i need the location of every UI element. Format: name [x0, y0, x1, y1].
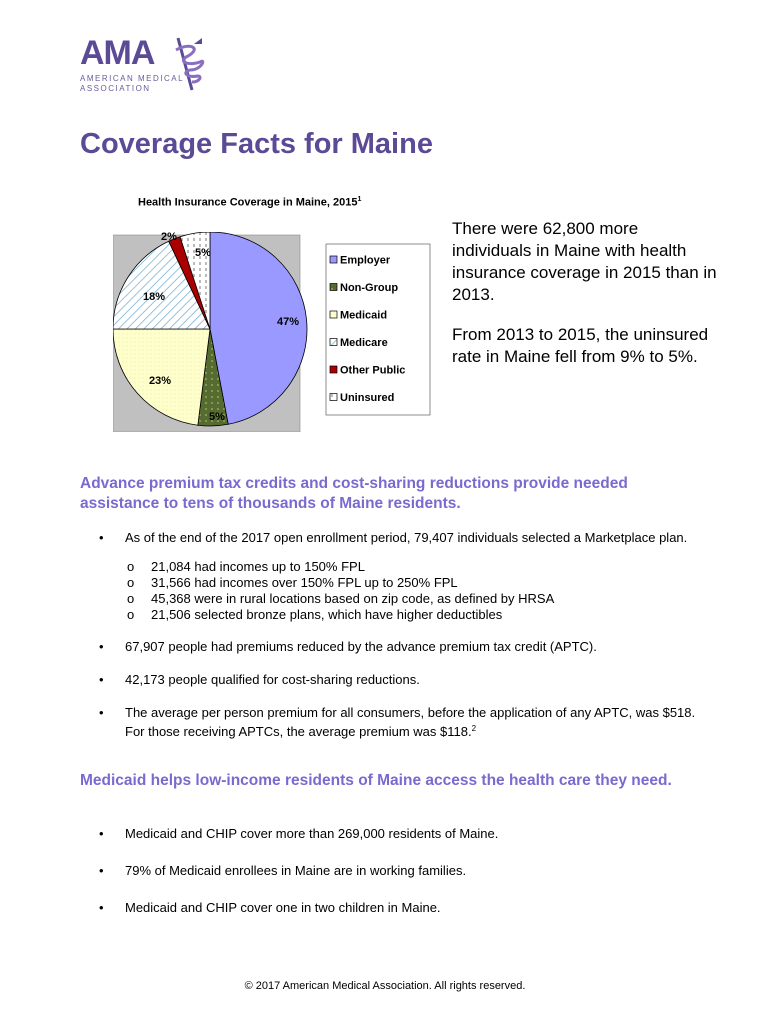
pie-label: 5%	[209, 411, 225, 423]
pie-label: 23%	[149, 375, 172, 387]
pie-label: 5%	[195, 247, 211, 259]
footnote-marker: 2	[471, 724, 477, 733]
logo-line-1: AMERICAN MEDICAL	[80, 74, 185, 83]
premium-text: The average per person premium for all consumers, before the application of any APTC, was $518. For those receiving APTCs, the average premium was $118.	[125, 705, 696, 739]
logo-wordmark: AMA	[80, 34, 155, 72]
list-item: • 79% of Medicaid enrollees in Maine are in working families.	[80, 863, 700, 879]
pie-label: 2%	[161, 232, 177, 243]
legend-swatch	[330, 284, 337, 291]
pie-label: 47%	[277, 316, 300, 328]
legend-swatch	[330, 311, 337, 318]
sub-list-item: o 45,368 were in rural locations based on zip code, as defined by HRSA	[125, 591, 700, 607]
list-item: • 67,907 people had premiums reduced by the advance premium tax credit (APTC).	[80, 639, 700, 655]
legend-label: Medicaid	[340, 309, 388, 322]
section-heading-medicaid: Medicaid helps low-income residents of Maine access the health care they need.	[80, 772, 672, 789]
enrollment-sublist	[125, 559, 700, 623]
pie-label: 18%	[143, 291, 166, 303]
logo-line-2: ASSOCIATION	[80, 84, 151, 93]
chart-title-text: Health Insurance Coverage in Maine, 2015	[138, 196, 358, 209]
legend-label: Medicare	[340, 337, 388, 349]
legend-box	[326, 244, 430, 415]
list-item	[80, 530, 700, 623]
page-title: Coverage Facts for Maine	[80, 128, 433, 160]
side-summary	[452, 218, 722, 368]
staff-of-asclepius-icon	[172, 36, 208, 92]
legend-swatch	[330, 394, 337, 401]
side-summary-uninsured: From 2013 to 2015, the uninsured rate in Maine fell from 9% to 5%.	[452, 325, 709, 366]
marketplace-enrollment-text: As of the end of the 2017 open enrollment period, 79,407 individuals selected a Marketplace plan.	[125, 530, 688, 545]
pie-chart	[113, 232, 431, 432]
medicaid-bullets	[80, 826, 700, 916]
legend-label: Uninsured	[340, 392, 395, 404]
list-item: • Medicaid and CHIP cover one in two children in Maine.	[80, 900, 700, 916]
copyright-footer: © 2017 American Medical Association. All rights reserved.	[244, 980, 526, 992]
legend-label: Non-Group	[340, 282, 399, 294]
legend-swatch	[330, 339, 337, 346]
list-item	[80, 705, 700, 740]
list-item: • Medicaid and CHIP cover more than 269,000 residents of Maine.	[80, 826, 700, 842]
legend-label: Employer	[340, 254, 391, 267]
sub-list-item: o 21,084 had incomes up to 150% FPL	[125, 559, 700, 575]
chart-title-footnote: 1	[357, 196, 362, 203]
tax-credit-bullets	[80, 530, 700, 740]
legend-swatch	[330, 256, 337, 263]
side-summary-coverage: There were 62,800 more individuals in Maine with health insurance coverage in 2015 than in 2013.	[452, 219, 717, 304]
legend-swatch	[330, 366, 337, 373]
sub-list-item: o 31,566 had incomes over 150% FPL up to 250% FPL	[125, 575, 700, 591]
chart-title	[138, 196, 361, 209]
sub-list-item: o 21,506 selected bronze plans, which have higher deductibles	[125, 607, 700, 623]
ama-logo	[80, 36, 220, 96]
list-item: • 42,173 people qualified for cost-sharing reductions.	[80, 672, 700, 688]
section-heading-tax-credits: Advance premium tax credits and cost-sharing reductions provide needed assistance to tens of thousands of Maine residents.	[80, 475, 628, 512]
legend-label: Other Public	[340, 364, 406, 377]
